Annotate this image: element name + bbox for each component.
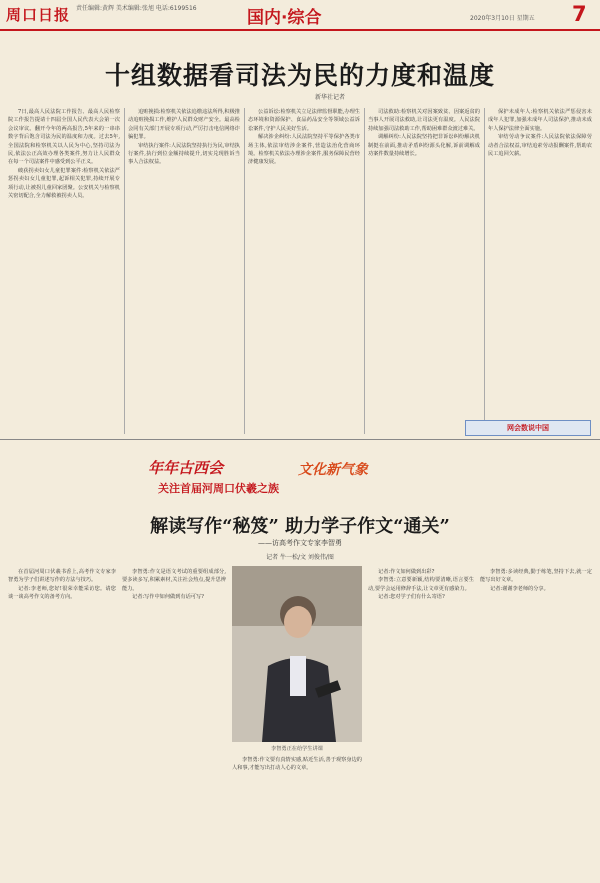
article1-column-1 [8,108,120,434]
paragraph: 审结执行案件:人民法院坚持执行为民,审结执行案件,执行到位金额持续提升,切实兑现胜诉当事人合法权益。 [128,142,240,166]
paragraph: 记者:谢谢李老师的分享。 [490,585,549,592]
paragraph: 保护未成年人:检察机关依法严惩侵害未成年人犯罪,加强未成年人司法保护,推动未成年人保护法律全面实施。 [488,109,592,132]
issue-date: 2020年3月10日 星期五 [470,15,535,22]
paragraph: 记者:您对学子们有什么寄语? [378,594,445,601]
section-divider [0,439,600,440]
article2-column-3 [232,756,362,874]
paragraph: 公益诉讼:检察机关立足法律监督职能,办理生态环境和资源保护、食品药品安全等领域公益诉讼案件,守护人民美好生活。 [248,109,360,132]
brand-line-1: 年年古西会 [148,459,224,477]
paragraph: 破获拐卖妇女儿童犯罪案件:检察机关依法严惩拐卖妇女儿童犯罪,起诉相关犯罪,持续开展专项行动,让被拐儿童回家团聚。公安机关与检察机关密切配合,全力解救被拐卖人员。 [8,167,120,200]
paragraph: 李智勇:立意要新颖,结构要清晰,语言要生动,要学会运用修辞手法,让文章更有感染力。 [368,577,474,592]
paragraph: 调解纠纷:人民法院坚持把非诉讼纠纷解决机制挺在前面,推动矛盾纠纷源头化解,诉前调解成功案件数量持续增长。 [368,134,480,158]
brand-line-2: 文化新气象 [298,462,368,478]
article1-column-4 [368,108,480,434]
article1-byline: 新华社记者 [314,94,345,101]
interview-photo [232,566,362,742]
article2-column-1 [8,568,116,874]
article2-column-4 [368,568,474,874]
column-divider [244,108,245,434]
column-divider [124,108,125,434]
masthead-rule [0,29,600,31]
column-divider [364,108,365,434]
paragraph: 记者:作文如何做到出彩? [378,569,435,575]
newspaper-logo: 周口日报 [6,6,71,24]
page-number: 7 [572,2,587,26]
article2-byline: 记者 牛一松/文 刘俊伟/图 [266,554,334,561]
paragraph: 李智勇:作文要有真情实感,贴近生活,善于观察身边的人和事,才能写出打动人心的文章。 [232,757,362,772]
paragraph: 7日,最高人民法院工作报告、最高人民检察院工作报告提请十四届全国人民代表大会第一次会议审议。翻开今年的两高报告,5年来的一串串数字背后饱含司法为民的温度和力度。过去5年,全国法院和检察机关以人民为中心,坚持司法为民,依法公正高效办理各类案件,努力让人民群众在每一个司法案件中感受到公平正义。 [8,109,120,166]
masthead [0,0,600,30]
article2-column-5 [480,568,592,874]
photo-caption: 李智勇正在给学生讲课 [271,746,323,752]
editor-info: 责任编辑:黄辉 美术编辑:张旭 电话:6199516 [76,5,197,12]
article2-headline: 解读写作“秘笈” 助力学子作文“通关” [150,516,450,537]
paragraph: 记者:李老师,您好!很荣幸能采访您。请您谈一谈高考作文的备考方向。 [8,585,116,601]
paragraph: 在首届河周口伏羲书香上,高考作文专家李智勇为学子们讲述写作的方法与技巧。 [8,569,116,584]
brand-subtitle: 关注首届河周口伏羲之族 [158,482,279,495]
article2-subtitle: ——访高考作文专家李智勇 [258,539,342,547]
column-divider [484,108,485,434]
paragraph: 追赃挽损:检察机关依法追缴违法所得,积极推动追赃挽损工作,维护人民群众财产安全。最高检会同有关部门开展专项行动,严厉打击电信网络诈骗犯罪。 [128,109,240,141]
article1-column-2 [128,108,240,434]
event-brand-logo [148,457,468,497]
article1-headline: 十组数据看司法为民的力度和温度 [104,61,495,90]
article2-column-2 [122,568,226,874]
paragraph: 司法救助:检察机关对因案致贫、因案返贫的当事人开展司法救助,让司法更有温度。人民法院持续加强司法救助工作,帮助困难群众渡过难关。 [368,109,480,132]
article1-column-3 [248,108,360,434]
paragraph: 李智勇:作文是语文考试的重要组成部分,要多读多写,积累素材,关注社会热点,提升思辨能力。 [122,569,226,592]
paragraph: 审结劳动争议案件:人民法院依法保障劳动者合法权益,审结追索劳动报酬案件,帮助农民工追回欠薪。 [488,134,592,158]
promo-banner: 网会数说中国 [465,420,591,436]
paragraph: 解决涉企纠纷:人民法院坚持平等保护各类市场主体,依法审结涉企案件,营造法治化营商环境。检察机关依法办理涉企案件,服务保障民营经济健康发展。 [248,134,360,166]
section-title: 国内·综合 [247,8,322,28]
article1-column-5 [488,108,592,416]
photo-illustration [232,566,362,742]
paragraph: 李智勇:多读经典,勤于练笔,坚持下去,就一定能写出好文章。 [480,569,592,584]
paragraph: 记者:写作中如何做到有话可写? [132,594,204,601]
